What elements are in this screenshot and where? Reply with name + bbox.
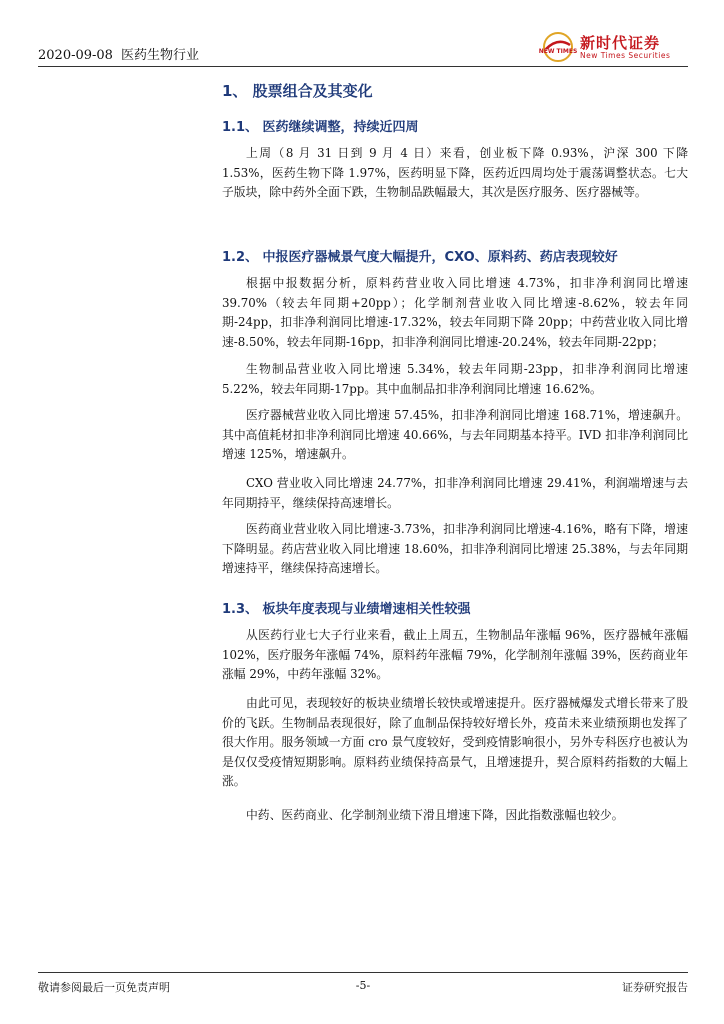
section-title: 1、 股票组合及其变化	[222, 82, 373, 100]
page-header	[38, 30, 688, 64]
paragraph: 从医药行业七大子行业来看，截止上周五，生物制品年涨幅 96%，医疗器械年涨幅 102%，医疗服务年涨幅 74%，原料药年涨幅 79%，化学制剂年涨幅 39%，医药商业年涨幅 29%，中药年涨幅 32%。	[222, 628, 688, 681]
paragraph: CXO 营业收入同比增速 24.77%，扣非净利润同比增速 29.41%，利润端增速与去年同期持平，继续保持高速增长。	[222, 476, 688, 510]
paragraph: 中药、医药商业、化学制剂业绩下滑且增速下降，因此指数涨幅也较少。	[246, 808, 624, 822]
paragraph: 上周（8 月 31 日到 9 月 4 日）来看，创业板下降 0.93%，沪深 300 下降 1.53%，医药生物下降 1.97%，医药明显下降，医药近四周均处于震荡调整状态。七大子版块，除中药外全面下跌，生物制品跌幅最大，其次是医疗服务、医疗器械等。	[222, 146, 688, 199]
paragraph: 医疗器械营业收入同比增速 57.45%，扣非净利润同比增速 168.71%，增速飙升。其中高值耗材扣非净利润同比增速 40.66%，与去年同期基本持平。IVD 扣非净利润同比增速 125%，增速飙升。	[222, 408, 688, 461]
paragraph: 由此可见，表现较好的板块业绩增长较快或增速提升。医疗器械爆发式增长带来了股价的飞跃。生物制品表现很好，除了血制品保持较好增长外，疫苗未来业绩预期也发挥了很大作用。服务领域一方面 cro 景气度较好，受到疫情影响很小，另外专科医疗也被认为是仅仅受疫情短期影响。原料药业绩保持高景气，且增速提升，契合原料药指数的大幅上涨。	[222, 696, 688, 788]
logo-english-name: New Times Securities	[580, 51, 671, 60]
industry-name: 医药生物行业	[120, 48, 199, 63]
subsection-title-1-1: 1.1、 医药继续调整，持续近四周	[222, 120, 419, 135]
logo-mark-icon	[538, 31, 578, 63]
company-logo	[538, 30, 682, 64]
page-number: -5-	[355, 979, 371, 992]
paragraph: 医药商业营业收入同比增速-3.73%，扣非净利润同比增速-4.16%，略有下降，增速下降明显。药店营业收入同比增速 18.60%，扣非净利润同比增速 25.38%，与去年同期增速持平，继续保持高速增长。	[222, 522, 688, 575]
footer-divider	[38, 972, 688, 973]
svg-text:NEW TIMES: NEW TIMES	[538, 48, 578, 55]
report-date: 2020-09-08	[38, 48, 113, 63]
paragraph: 根据中报数据分析，原料药营业收入同比增速 4.73%，扣非净利润同比增速 39.70%（较去年同期+20pp）；化学制剂营业收入同比增速-8.62%，较去年同期-24pp，扣非净利润同比增速-17.32%，较去年同期下降 20pp；中药营业收入同比增速-8.50%，较去年同期-16pp，扣非净利润同比增速-20.24%，较去年同期-22pp；	[222, 276, 688, 349]
subsection-title-1-3: 1.3、 板块年度表现与业绩增速相关性较强	[222, 602, 471, 617]
report-type: 证券研究报告	[622, 981, 688, 994]
disclaimer-link: 敬请参阅最后一页免责声明	[38, 981, 170, 994]
header-divider	[38, 66, 688, 67]
logo-chinese-name: 新时代证券	[580, 34, 661, 52]
paragraph: 生物制品营业收入同比增速 5.34%，较去年同期-23pp，扣非净利润同比增速 5.22%，较去年同期-17pp。其中血制品扣非净利润同比增速 16.62%。	[222, 362, 688, 396]
subsection-title-1-2: 1.2、 中报医疗器械景气度大幅提升，CXO、原料药、药店表现较好	[222, 250, 618, 265]
header-info	[38, 44, 199, 63]
